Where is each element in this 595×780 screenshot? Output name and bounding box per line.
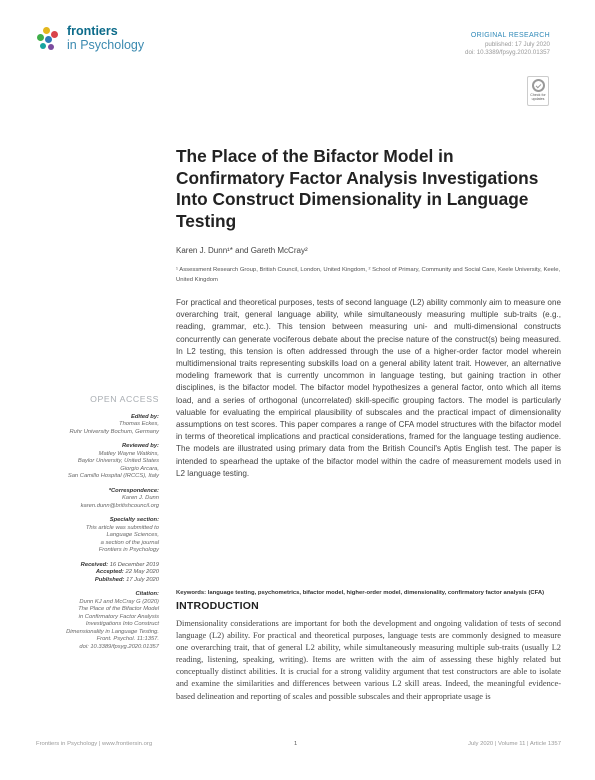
- edited-by-label: Edited by:: [130, 413, 159, 420]
- reviewer-name[interactable]: Matley Wayne Watkins,: [98, 450, 159, 457]
- article-sidebar: [36, 396, 159, 651]
- frontiers-logo-icon: [36, 27, 62, 53]
- correspondence-name: Karen J. Dunn: [121, 495, 159, 501]
- open-access-label: OPEN ACCESS: [90, 394, 159, 404]
- page-number: 1: [294, 741, 298, 747]
- logo-journal-text: in Psychology: [67, 38, 145, 52]
- specialty-line: Frontiers in Psychology: [98, 547, 159, 553]
- accepted-date: Accepted: 22 May 2020: [95, 569, 159, 575]
- article-meta: [465, 32, 550, 58]
- received-date: Received: 16 December 2019: [80, 561, 159, 568]
- reviewer-affiliation: San Camillo Hospital (IRCCS), Italy: [67, 473, 159, 479]
- reviewer-affiliation: Baylor University, United States: [77, 458, 159, 464]
- journal-logo[interactable]: [36, 24, 144, 53]
- specialty-line: This article was submitted to: [85, 524, 159, 531]
- footer-journal-link[interactable]: Frontiers in Psychology | www.frontiersin.org: [36, 741, 153, 747]
- citation-line: Front. Psychol. 11:1357.: [96, 636, 159, 642]
- citation-line: Dimensionality in Language Testing.: [66, 628, 159, 635]
- reviewer-name[interactable]: Giorgio Arcara,: [120, 465, 159, 472]
- citation-doi[interactable]: doi: 10.3389/fpsyg.2020.01357: [79, 643, 159, 650]
- specialty-section-label: Specialty section:: [109, 517, 159, 523]
- doi-link[interactable]: doi: 10.3389/fpsyg.2020.01357: [465, 49, 550, 56]
- citation-label: Citation:: [135, 591, 159, 597]
- editor-name[interactable]: Thomas Eckes,: [119, 421, 159, 427]
- article-title: The Place of the Bifactor Model in Confirmatory Factor Analysis Investigations Into Construct Dimensionality in Language Testing: [176, 146, 539, 231]
- check-updates-icon: [532, 79, 545, 92]
- article-type: ORIGINAL RESEARCH: [470, 32, 550, 39]
- introduction-heading: INTRODUCTION: [176, 600, 259, 612]
- affiliations: ¹ Assessment Research Group, British Council, London, United Kingdom, ² School of Primary, Community and Social Care, Keele University, Keele, United Kingdom: [176, 267, 561, 283]
- check-updates-label: Check for updates: [530, 93, 546, 101]
- reviewed-by-label: Reviewed by:: [121, 443, 159, 449]
- logo-brand-text: frontiers: [67, 24, 118, 38]
- correspondence-label: *Correspondence:: [108, 487, 159, 494]
- specialty-line: Language Sciences,: [106, 532, 159, 538]
- citation-line: Dunn KJ and McCray G (2020): [79, 598, 159, 605]
- citation-line: The Place of the Bifactor Model: [78, 606, 159, 612]
- page-footer: [36, 741, 561, 751]
- citation-line: in Confirmatory Factor Analysis: [78, 613, 159, 620]
- specialty-line: a section of the journal: [100, 539, 159, 546]
- check-for-updates-button[interactable]: [527, 76, 549, 106]
- published-date-sidebar: Published: 17 July 2020: [94, 576, 159, 583]
- citation-line: Investigations Into Construct: [85, 621, 159, 627]
- keywords-list: language testing, psychometrics, bifactor model, higher-order model, dimensionality, confirmatory factor analysis (CFA): [207, 590, 545, 596]
- published-date: published: 17 July 2020: [484, 40, 550, 48]
- keywords-label: Keywords:: [176, 590, 207, 596]
- correspondence-email[interactable]: karen.dunn@britishcouncil.org: [80, 502, 159, 509]
- footer-issue-info: July 2020 | Volume 11 | Article 1357: [467, 741, 561, 747]
- keywords: [176, 589, 561, 598]
- introduction-text: Dimensionality considerations are important for both the development and ongoing validation of tests of second language (L2) ability. For practical and theoretical purposes, language tests are commonly designed to measure one overarching trait, that of general L2 ability, while simultaneously measuring multiple sub-traits (usually L2 reading, listening, speaking, writing). Items are written with the aim of assessing these highly related but conceptually distinct abilities. It is crucial for a strong validity argument that test constructors are able to isolate and examine the similarities and differences between various L2 skill areas. Indeed, the meaningful evidence-based delineation and reporting of scales and possible subscales and their appropriate usage is: [176, 619, 561, 701]
- authors[interactable]: Karen J. Dunn¹* and Gareth McCray²: [176, 246, 308, 255]
- editor-affiliation: Ruhr University Bochum, Germany: [69, 428, 159, 435]
- abstract: For practical and theoretical purposes, tests of second language (L2) ability commonly aim to measure one overarching trait, general language ability, while simultaneously measuring multiple sub-traits (e.g., reading, grammar, etc.). This tension between measuring uni- and multi-dimensional constructs concurrently can generate vociferous debate about the precise nature of the construct(s) being measured. In L2 testing, this tension is often addressed through the use of a higher-order factor model wherein multidimensional traits representing subskills load on a general ability latent trait. However, an alternative modeling framework that is currently uncommon in language testing, but gaining traction in other disciplines, is the bifactor model. The bifactor model hypothesizes a general factor, onto which all items load, and a series of orthogonal (uncorrelated) skill-specific grouping factors. The model is particularly valuable for evaluating the empirical plausibility of subscales and the practical impact of dimensionality assumptions on test scores. This paper compares a range of CFA model structures with the bifactor model in terms of theoretical implications and practical considerations, framed for the language testing audience. The models are illustrated using primary data from the British Council's Aptis English test. The paper is intended to spearhead the uptake of the bifactor model within the cadre of measurement models used in L2 language testing.: [176, 298, 561, 478]
